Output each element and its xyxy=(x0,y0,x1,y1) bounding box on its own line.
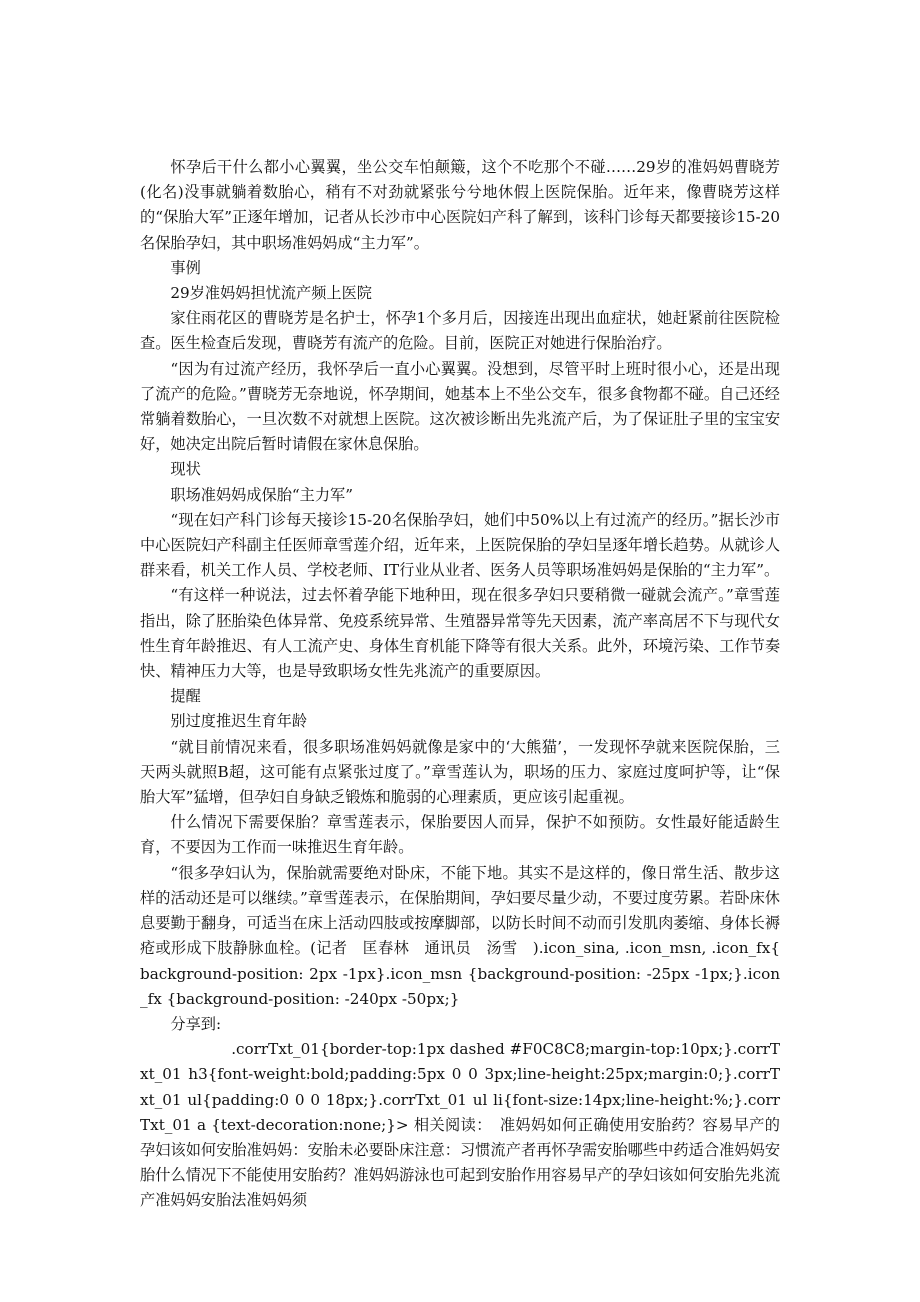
reminder-paragraph-3: “很多孕妇认为，保胎就需要绝对卧床，不能下地。其实不是这样的，像日常生活、散步这样的活动还是可以继续。”章雪莲表示，在保胎期间，孕妇要尽量少动，不要过度劳累。若卧床休息要勤于翻身，可适当在床上活动四肢或按摩脚部，以防长时间不动而引发肌肉萎缩、身体长褥疮或形成下肢静脉血栓。(记者 匡春林 通讯员 汤雪 ).icon_sina, .icon_msn, .icon_fx{ background-position: 2px -1px}.icon_msn {background-position: -25px -1px;}.icon_fx {background-position: -240px -50px;} xyxy=(140,863,780,1008)
status-paragraph-2: “有这样一种说法，过去怀着孕能下地种田，现在很多孕妇只要稍微一碰就会流产。”章雪莲指出，除了胚胎染色体异常、免疫系统异常、生殖器异常等先天因素，流产率高居不下与现代女性生育年龄推迟、有人工流产史、身体生育机能下降等有很大关系。此外，环境污染、工作节奏快、精神压力大等，也是导致职场女性先兆流产的重要原因。 xyxy=(140,586,780,681)
share-label: 分享到: xyxy=(170,1014,222,1033)
section-title-status: 职场准妈妈成保胎“主力军” xyxy=(170,485,353,504)
section-label-cases: 事例 xyxy=(170,258,201,277)
section-title-cases: 29岁准妈妈担忧流产频上医院 xyxy=(170,284,372,303)
cases-paragraph-1: 家住雨花区的曹晓芳是名护士，怀孕1个多月后，因接连出现出血症状，她赶紧前往医院检查。医生检查后发现，曹晓芳有流产的危险。目前，医院正对她进行保胎治疗。 xyxy=(140,309,780,353)
reminder-paragraph-2: 什么情况下需要保胎？章雪莲表示，保胎要因人而异，保护不如预防。女性最好能适龄生育，不要因为工作而一味推迟生育年龄。 xyxy=(140,813,780,857)
reminder-paragraph-1: “就目前情况来看，很多职场准妈妈就像是家中的‘大熊猫’，一发现怀孕就来医院保胎，三天两头就照B超，这可能有点紧张过度了。”章雪莲认为，职场的压力、家庭过度呵护等，让“保胎大军”猛增，但孕妇自身缺乏锻炼和脆弱的心理素质，更应该引起重视。 xyxy=(140,737,780,807)
article-body xyxy=(140,155,780,1214)
status-paragraph-1: “现在妇产科门诊每天接诊15-20名保胎孕妇，她们中50%以上有过流产的经历。”据长沙市中心医院妇产科副主任医师章雪莲介绍，近年来，上医院保胎的孕妇呈逐年增长趋势。从就诊人群来看，机关工作人员、学校老师、IT行业从业者、医务人员等职场准妈妈是保胎的“主力军”。 xyxy=(140,510,780,580)
section-label-status: 现状 xyxy=(170,460,201,479)
intro-paragraph: 怀孕后干什么都小心翼翼，坐公交车怕颠簸，这个不吃那个不碰……29岁的准妈妈曹晓芳(化名)没事就躺着数胎心，稍有不对劲就紧张兮兮地休假上医院保胎。近年来，像曹晓芳这样的“保胎大军”正逐年增加，记者从长沙市中心医院妇产科了解到，该科门诊每天都要接诊15-20名保胎孕妇，其中职场准妈妈成“主力军”。 xyxy=(140,158,780,252)
cases-paragraph-2: “因为有过流产经历，我怀孕后一直小心翼翼。没想到，尽管平时上班时很小心，还是出现了流产的危险。”曹晓芳无奈地说，怀孕期间，她基本上不坐公交车，很多食物都不碰。自己还经常躺着数胎心，一旦次数不对就想上医院。这次被诊断出先兆流产后，为了保证肚子里的宝宝安好，她决定出院后暂时请假在家休息保胎。 xyxy=(140,359,780,454)
section-label-reminder: 提醒 xyxy=(170,687,201,706)
related-reading-block: .corrTxt_01{border-top:1px dashed #F0C8C8;margin-top:10px;}.corrTxt_01 h3{font-weight:bold;padding:5px 0 0 3px;line-height:25px;margin:0;}.corrTxt_01 ul{padding:0 0 0 18px;}.corrTxt_01 ul li{font-size:14px;line-height:%;}.corrTxt_01 a {text-decoration:none;}> 相关阅读： 准妈妈如何正确使用安胎药？容易早产的孕妇该如何安胎准妈妈：安胎未必要卧床注意：习惯流产者再怀孕需安胎哪些中药适合准妈妈安胎什么情况下不能使用安胎药？准妈妈游泳也可起到安胎作用容易早产的孕妇该如何安胎先兆流产准妈妈安胎法准妈妈须 xyxy=(140,1040,780,1210)
section-title-reminder: 别过度推迟生育年龄 xyxy=(170,712,308,731)
